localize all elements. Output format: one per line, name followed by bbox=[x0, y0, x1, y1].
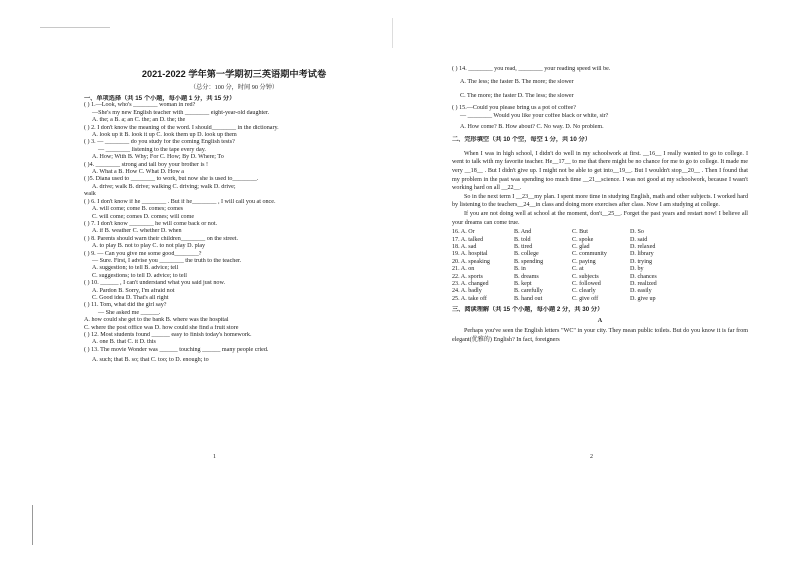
option-b: B. hand out bbox=[514, 295, 543, 302]
option-c: C. community bbox=[572, 251, 607, 258]
option-d: D. give up bbox=[630, 295, 656, 302]
cloze-option-row bbox=[452, 281, 748, 288]
option-line: C. where the post office was D. how could she find a fruit store bbox=[84, 324, 239, 331]
option-a: 23. A. changed bbox=[452, 281, 489, 288]
exam-title: 2021-2022 学年第一学期初三英语期中考试卷 bbox=[141, 69, 327, 79]
reading-passage bbox=[452, 327, 748, 344]
cloze-option-row bbox=[452, 259, 748, 266]
right-column bbox=[452, 66, 748, 344]
option-c: C. subjects bbox=[572, 273, 599, 280]
option-a: 21. A. on bbox=[452, 266, 475, 273]
page-number: 2 bbox=[590, 454, 593, 460]
option-line: A. How; With B. Why; For C. How; By D. Where; To bbox=[92, 154, 224, 161]
option-c: C. followed bbox=[572, 281, 601, 288]
section-3-heading: 三、阅读理解（共 15 个小题，每小题 2 分，共 30 分） bbox=[452, 306, 604, 314]
option-line: A. Pardon B. Sorry, I'm afraid not bbox=[92, 287, 175, 294]
option-b: B. tired bbox=[514, 244, 533, 250]
cloze-option-row bbox=[452, 251, 748, 258]
option-line: A. one B. that C. it D. this bbox=[92, 339, 156, 346]
question-line: ( )5. Diana used to ________ to work, but now she is used to________. bbox=[84, 176, 259, 183]
option-line: C. Good idea D. That's all right bbox=[92, 294, 169, 301]
question-line: ( ) 3. — ________ do you study for the coming English tests? bbox=[84, 139, 235, 146]
cloze-option-row bbox=[452, 296, 748, 303]
option-c: C. paying bbox=[572, 258, 596, 265]
question-line: — She asked me ______. bbox=[98, 309, 161, 316]
option-b: B. in bbox=[514, 266, 526, 273]
option-line: C. The more; the faster D. The less; the slower bbox=[460, 92, 574, 99]
cloze-option-row bbox=[452, 229, 748, 236]
question-line: ( ) 8. Parents should warn their children________ on the street. bbox=[84, 235, 239, 242]
option-line: A. How come? B. How about? C. No way. D. No problem. bbox=[460, 124, 604, 131]
option-line: A. What a B. How C. What D. How a bbox=[92, 169, 185, 176]
question-line: —She's my new English teacher with ________ eight-year-old daughter. bbox=[92, 109, 270, 116]
option-b: B. college bbox=[514, 251, 539, 258]
section-2-heading: 二、完形填空（共 10 个空，每空 1 分，共 10 分） bbox=[452, 136, 591, 144]
option-d: D. trying bbox=[630, 258, 653, 265]
option-c: C. give off bbox=[572, 295, 599, 302]
option-b: B. kept bbox=[514, 281, 532, 288]
option-b: B. spending bbox=[514, 258, 544, 265]
option-d: D. relaxed bbox=[630, 244, 656, 250]
option-line: A. such; that B. so; that C. too; to D. enough; to bbox=[92, 357, 209, 364]
option-d: D. chances bbox=[630, 273, 657, 280]
cloze-option-row bbox=[452, 237, 748, 244]
passage-label: A bbox=[597, 317, 603, 324]
cloze-passage bbox=[452, 150, 748, 227]
question-line: ( ) 14. ________ you read, ________ your reading speed will be. bbox=[452, 66, 611, 72]
option-line: A. how could she get to the bank B. where was the hospital bbox=[84, 317, 229, 324]
option-b: B. told bbox=[514, 236, 531, 243]
question-line: — ________ listening to the tape every day. bbox=[98, 146, 206, 153]
option-a: 20. A. speaking bbox=[452, 258, 490, 265]
cloze-option-row bbox=[452, 288, 748, 295]
question-line: ( ) 13. The movie Wonder was ______ touching ______ many people cried. bbox=[84, 346, 269, 353]
option-c: C. glad bbox=[572, 244, 590, 250]
reading-paragraph: Perhaps you've seen the English letters "WC" in your city. They mean public toilets. But do you know it is far from elegant(优雅的) English? In fact, foreigners bbox=[452, 328, 748, 343]
option-d: D. library bbox=[630, 251, 654, 258]
option-d: D. realized bbox=[630, 281, 657, 288]
question-line: ( )4. ________ strong and tall boy your brother is ! bbox=[84, 161, 209, 168]
option-line: A. to play B. not to play C. to not play D. play bbox=[92, 243, 206, 250]
option-line: A. drive; walk B. drive; walking C. driving; walk D. drive; bbox=[92, 183, 236, 190]
question-line: ( ) 9. — Can you give me some good________? bbox=[84, 250, 202, 257]
option-a: 25. A. take off bbox=[452, 295, 487, 302]
question-line: ( ) 10. ______ , I can't understand what you said just now. bbox=[84, 280, 226, 287]
option-a: 19. A. hospital bbox=[452, 251, 488, 258]
cloze-option-row bbox=[452, 266, 748, 273]
option-c: C. clearly bbox=[572, 288, 596, 295]
option-c: C. But bbox=[572, 229, 588, 236]
page-number: 1 bbox=[213, 454, 216, 460]
question-line: ( ) 15.—Could you please bring us a pot of coffee? bbox=[452, 105, 576, 112]
question-line: — ________ Would you like your coffee black or white, sir? bbox=[460, 112, 609, 119]
cloze-paragraph: When I was in high school, I didn't do well in my schoolwork at first. __16__ I really wanted to go to college. I went to talk with my favorite teacher. He__17__ to me that there might be no chance for me to go to college. It made me very __18__ . But I didn't give up. I might not be able to get into__19__. But I wouldn't stop__20__ . Then I found that my problem in the past was spending too much time __21__science. I was not good at my schoolwork, because I wasn't working hard on all __22__. bbox=[452, 150, 748, 192]
option-c: C. spoke bbox=[572, 236, 594, 243]
option-a: 18. A. sad bbox=[452, 244, 477, 250]
option-line: A. the; a B. a; an C. the; an D. the; the bbox=[92, 117, 186, 124]
option-d: D. by bbox=[630, 266, 644, 273]
cloze-option-row bbox=[452, 244, 748, 251]
cloze-paragraph: If you are not doing well at school at the moment, don't__25__. Forget the past years and restart now! I believe all your dreams can come true. bbox=[452, 211, 748, 226]
option-d: D. So bbox=[630, 229, 644, 236]
option-b: B. carefully bbox=[514, 288, 543, 295]
option-b: B. dreams bbox=[514, 273, 539, 280]
option-line: A. if B. weather C. whether D. when bbox=[92, 228, 182, 235]
question-line: ( ) 6. I don't know if he ________ . But if he________ , I will call you at once. bbox=[84, 198, 276, 205]
option-line: A. The less; the faster B. The more; the slower bbox=[460, 79, 574, 86]
option-line: A. will come; come B. comes; comes bbox=[92, 206, 184, 213]
option-a: 17. A. talked bbox=[452, 236, 484, 243]
option-a: 24. A. badly bbox=[452, 288, 482, 295]
option-a: 16. A. Or bbox=[452, 229, 475, 236]
option-line: A. look up it B. look it up C. look them up D. look up them bbox=[92, 132, 237, 139]
cloze-options bbox=[452, 229, 748, 303]
option-line: walk bbox=[84, 191, 96, 198]
option-a: 22. A. sports bbox=[452, 273, 483, 280]
option-d: D. easily bbox=[630, 288, 652, 295]
question-line: ( ) 2. I don't know the meaning of the word. I should________ in the dictionary. bbox=[84, 124, 279, 131]
section-1-heading: 一、单项选择（共 15 个小题，每小题 1 分，共 15 分） bbox=[84, 95, 236, 102]
cloze-paragraph: So in the next term I __23__my plan. I spent more time in studying English, math and other subjects. I worked hard by listening to the teachers__24__in class and doing more exercises after class. Now I am studying at college. bbox=[452, 193, 748, 209]
option-d: D. said bbox=[630, 236, 648, 243]
option-line: A. suggestion; to tell B. advice; tell bbox=[92, 265, 179, 272]
question-line: ( ) 12. Most students found ______ easy to finish today's homework. bbox=[84, 332, 252, 338]
question-line: ( ) 7. I don't know ________ he will come back or not. bbox=[84, 220, 218, 227]
question-line: ( ) 1.—Look, who's ________ woman in red? bbox=[84, 102, 196, 109]
option-line: C. will come; comes D. comes; will come bbox=[92, 213, 195, 220]
option-c: C. at bbox=[572, 266, 584, 273]
question-line: ( ) 11. Tom, what did the girl say? bbox=[84, 302, 167, 309]
option-line: C. suggestions; to tell D. advice; to tell bbox=[92, 272, 187, 279]
cloze-option-row bbox=[452, 274, 748, 281]
option-b: B. And bbox=[514, 229, 532, 236]
exam-subtitle: （总分：100 分，时间 90 分钟） bbox=[189, 84, 279, 91]
question-line: — Sure. First, I advise you ________ the truth to the teacher. bbox=[92, 257, 242, 264]
section-1 bbox=[84, 95, 384, 365]
